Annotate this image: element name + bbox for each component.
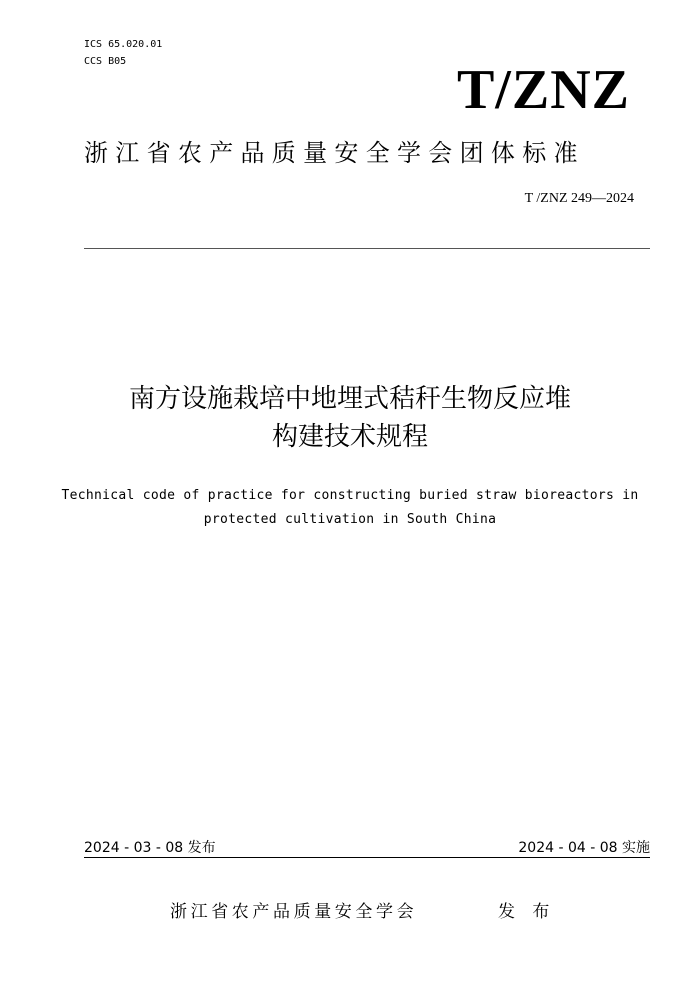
footer-divider: [84, 857, 650, 858]
implementation-date: 2024 - 04 - 08 实施: [518, 840, 650, 856]
issue-date: 2024 - 03 - 08 发布: [84, 840, 216, 856]
header-divider: [84, 248, 650, 249]
chinese-title: [0, 380, 700, 456]
org-standard-header: 浙江省农产品质量安全学会团体标准: [84, 139, 585, 167]
chinese-title-line-1: 南方设施栽培中地埋式秸秆生物反应堆: [128, 384, 571, 414]
english-title: [0, 484, 700, 532]
english-title-line-1: Technical code of practice for constructing buried straw bioreactors in: [61, 488, 639, 503]
chinese-title-line-2: 构建技术规程: [271, 422, 428, 452]
ccs-code: CCS B05: [84, 56, 127, 67]
publisher-name: 浙江省农产品质量安全学会: [170, 902, 418, 922]
publish-label: 发 布: [498, 902, 556, 922]
standard-number: T /ZNZ 249—2024: [524, 191, 634, 206]
english-title-line-2: protected cultivation in South China: [203, 512, 497, 527]
standard-mark: T/ZNZ: [456, 59, 630, 121]
ics-code: ICS 65.020.01: [84, 39, 163, 50]
